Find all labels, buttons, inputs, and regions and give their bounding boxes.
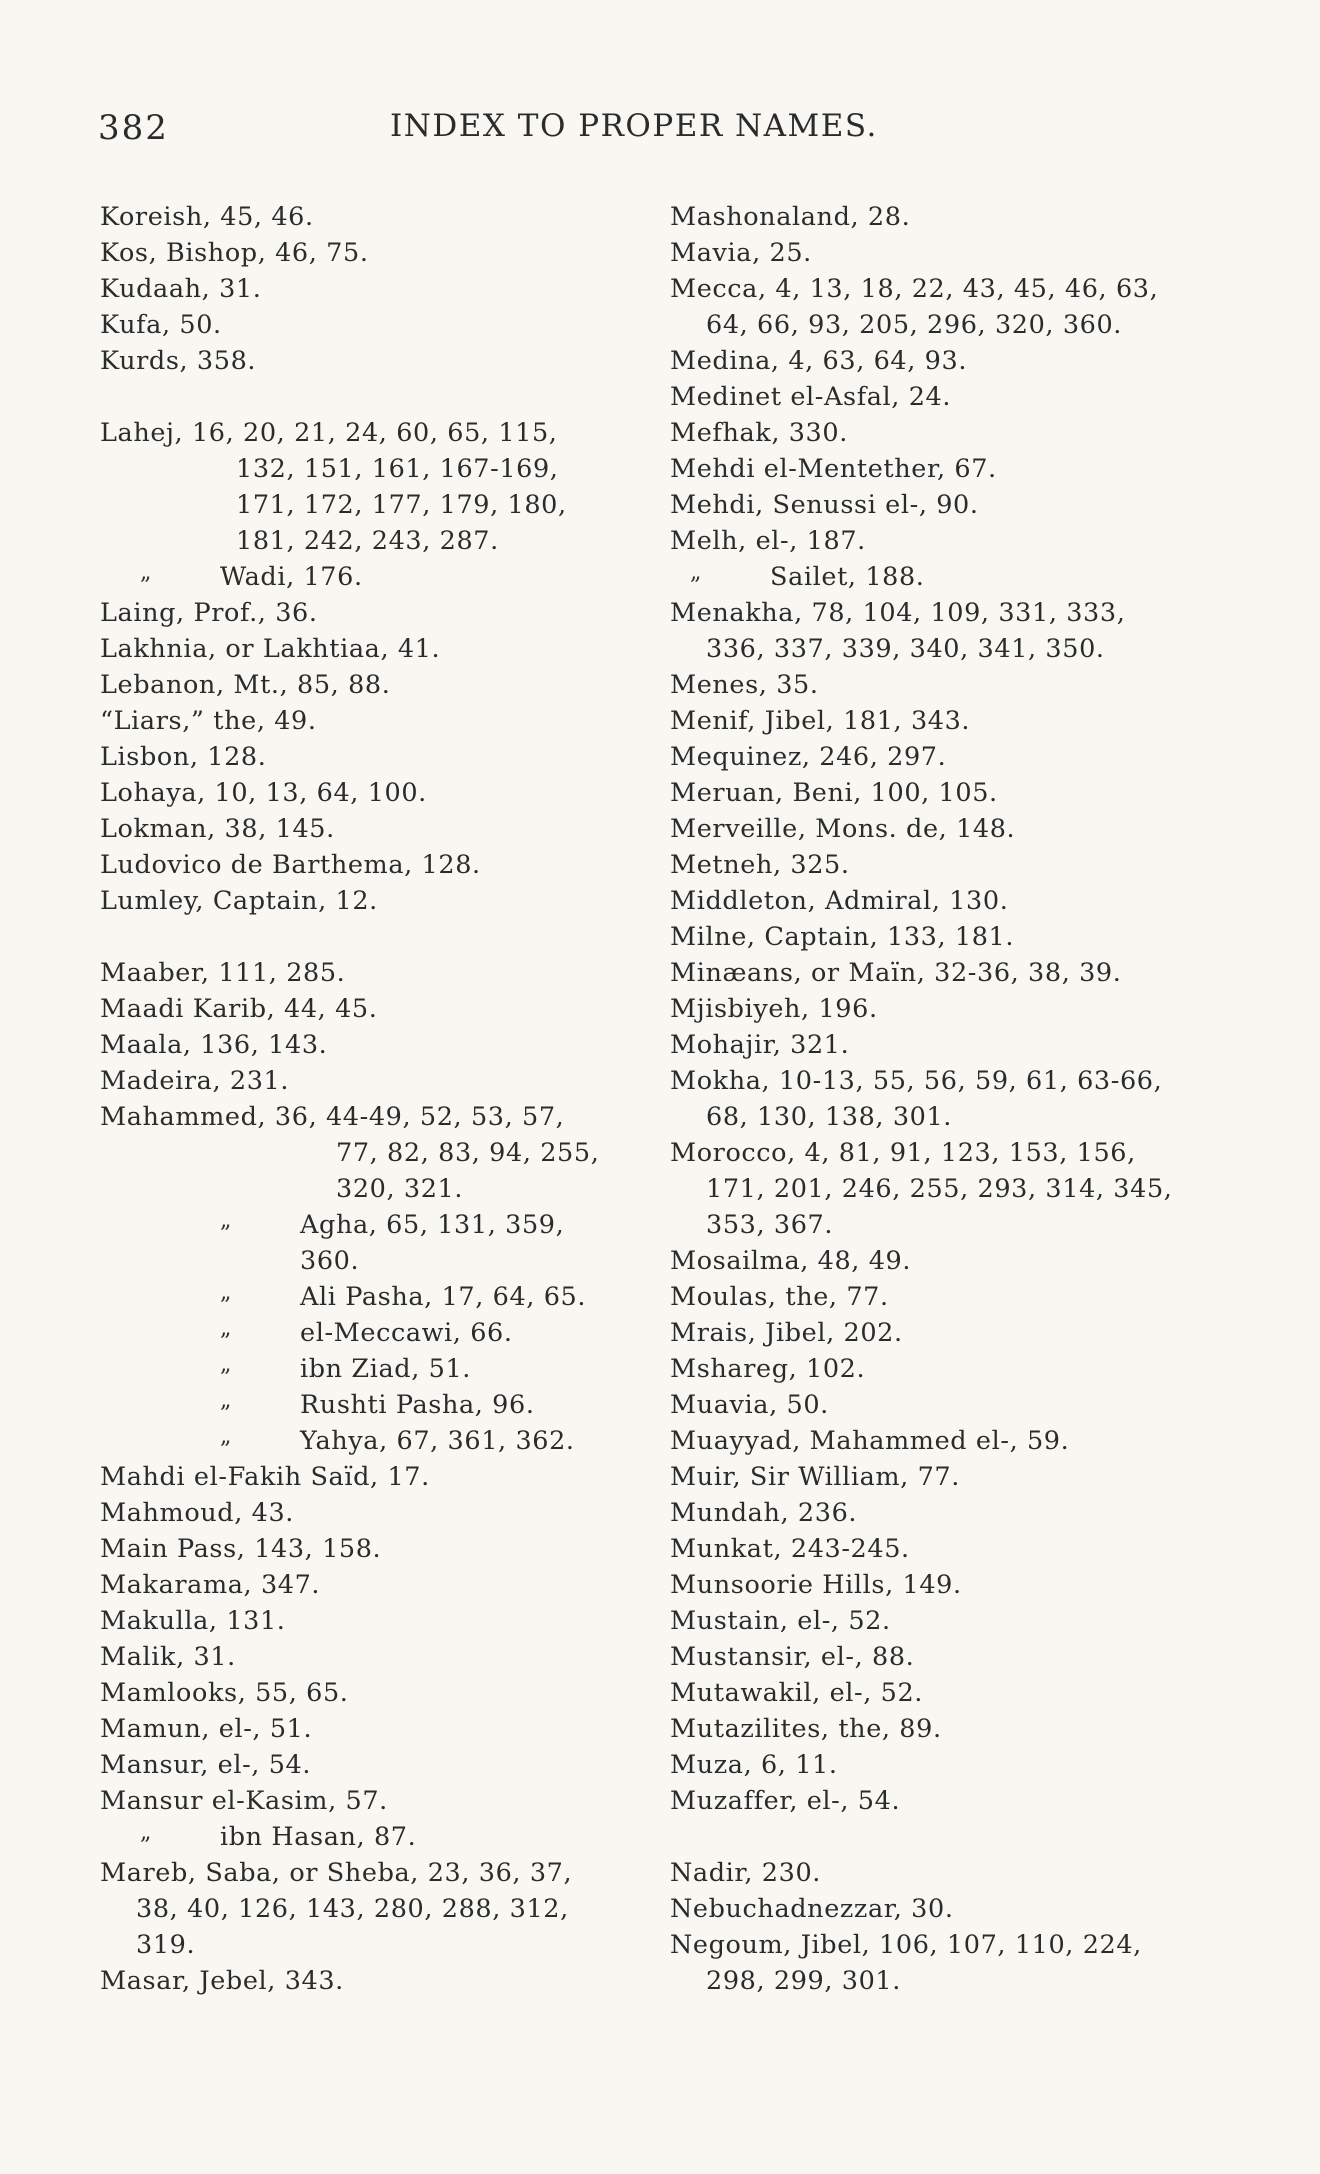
entry-text: ibn Ziad, 51. [300, 1354, 471, 1384]
entry-text: Moulas, the, 77. [670, 1282, 889, 1312]
entry-text: Mokha, 10-13, 55, 56, 59, 61, 63-66, [670, 1066, 1163, 1096]
entry-line [670, 1711, 1230, 1747]
entry-text: Mohajir, 321. [670, 1030, 850, 1060]
entry-text: 171, 201, 246, 255, 293, 314, 345, [706, 1174, 1173, 1204]
entry-line [100, 1567, 650, 1603]
entry-line [100, 415, 650, 451]
entry-line [100, 199, 650, 235]
entry-line [670, 1279, 1230, 1315]
page-header [98, 108, 1238, 158]
entry-line [100, 1963, 650, 1999]
section-gap [100, 379, 650, 415]
ditto-mark: „ [220, 1280, 232, 1305]
entry-text: Middleton, Admiral, 130. [670, 886, 1009, 916]
entry-line [670, 1423, 1230, 1459]
entry-line [670, 379, 1230, 415]
entry-text: Makarama, 347. [100, 1570, 321, 1600]
ditto-mark: „ [220, 1424, 232, 1449]
entry-line [670, 1063, 1230, 1099]
entry-line [670, 847, 1230, 883]
entry-continuation-line [100, 451, 650, 487]
entry-text: Nebuchadnezzar, 30. [670, 1894, 954, 1924]
index-entry [670, 1603, 1230, 1639]
index-entry [100, 307, 650, 343]
entry-continuation-line [670, 631, 1230, 667]
entry-line [100, 1099, 650, 1135]
index-entry [670, 739, 1230, 775]
ditto-mark: „ [220, 1316, 232, 1341]
entry-text: 64, 66, 93, 205, 296, 320, 360. [706, 310, 1123, 340]
entry-text: Mshareg, 102. [670, 1354, 866, 1384]
index-entry [670, 1711, 1230, 1747]
entry-text: Mareb, Saba, or Sheba, 23, 36, 37, [100, 1858, 573, 1888]
entry-text: Mehdi el-Mentether, 67. [670, 454, 997, 484]
entry-continuation-line [100, 1135, 650, 1171]
entry-text: “Liars,” the, 49. [100, 706, 317, 736]
index-entry [100, 1675, 650, 1711]
entry-text: Menif, Jibel, 181, 343. [670, 706, 971, 736]
index-entry [670, 1279, 1230, 1315]
entry-text: Kudaah, 31. [100, 274, 262, 304]
entry-line [670, 1855, 1230, 1891]
entry-continuation-line [670, 1171, 1230, 1207]
entry-text: Muayyad, Mahammed el-, 59. [670, 1426, 1070, 1456]
entry-text: Mustansir, el-, 88. [670, 1642, 915, 1672]
entry-line [670, 1639, 1230, 1675]
entry-continuation-line [670, 1207, 1230, 1243]
entry-text: Lebanon, Mt., 85, 88. [100, 670, 391, 700]
index-entry [100, 811, 650, 847]
index-entry [670, 919, 1230, 955]
entry-line [100, 667, 650, 703]
index-subentry [100, 559, 650, 595]
index-entry [100, 1639, 650, 1675]
entry-text: Mutazilites, the, 89. [670, 1714, 942, 1744]
ditto-mark: „ [220, 1352, 232, 1377]
entry-text: 353, 367. [706, 1210, 834, 1240]
entry-text: Mequinez, 246, 297. [670, 742, 947, 772]
entry-line [100, 1387, 650, 1423]
entry-text: Laing, Prof., 36. [100, 598, 318, 628]
entry-line [100, 1207, 650, 1243]
entry-text: Lahej, 16, 20, 21, 24, 60, 65, 115, [100, 418, 558, 448]
entry-text: Yahya, 67, 361, 362. [300, 1426, 575, 1456]
index-entry [670, 775, 1230, 811]
entry-line [670, 991, 1230, 1027]
entry-text: Menes, 35. [670, 670, 819, 700]
index-entry [670, 1855, 1230, 1891]
entry-line [100, 1819, 650, 1855]
entry-line [670, 739, 1230, 775]
index-column-left [100, 199, 650, 1999]
index-entry [670, 199, 1230, 235]
entry-line [670, 1027, 1230, 1063]
entry-line [670, 1135, 1230, 1171]
entry-line [670, 919, 1230, 955]
entry-text: ibn Hasan, 87. [220, 1822, 417, 1852]
entry-line [670, 1351, 1230, 1387]
entry-text: Mahmoud, 43. [100, 1498, 294, 1528]
entry-line [670, 1891, 1230, 1927]
index-entry [100, 847, 650, 883]
entry-text: Main Pass, 143, 158. [100, 1534, 382, 1564]
entry-line [670, 523, 1230, 559]
entry-line [670, 1459, 1230, 1495]
entry-line [670, 559, 1230, 595]
index-entry [100, 1099, 650, 1207]
entry-text: Mutawakil, el-, 52. [670, 1678, 924, 1708]
entry-text: Mashonaland, 28. [670, 202, 911, 232]
entry-line [100, 883, 650, 919]
entry-line [670, 199, 1230, 235]
entry-line [100, 1063, 650, 1099]
entry-text: Ali Pasha, 17, 64, 65. [300, 1282, 587, 1312]
section-gap [670, 1819, 1230, 1855]
index-entry [670, 1243, 1230, 1279]
entry-text: 360. [300, 1246, 360, 1276]
entry-text: Muzaffer, el-, 54. [670, 1786, 901, 1816]
entry-text: 38, 40, 126, 143, 280, 288, 312, [136, 1894, 569, 1924]
entry-line [670, 1927, 1230, 1963]
entry-continuation-line [670, 307, 1230, 343]
index-entry [670, 955, 1230, 991]
entry-line [670, 1315, 1230, 1351]
entry-text: Kufa, 50. [100, 310, 222, 340]
index-entry [100, 1783, 650, 1819]
entry-text: Mahammed, 36, 44-49, 52, 53, 57, [100, 1102, 565, 1132]
entry-text: 181, 242, 243, 287. [236, 526, 499, 556]
entry-line [670, 235, 1230, 271]
index-entry [100, 595, 650, 631]
index-subentry [100, 1423, 650, 1459]
index-entry [670, 667, 1230, 703]
entry-line [670, 955, 1230, 991]
entry-text: Mamlooks, 55, 65. [100, 1678, 349, 1708]
index-entry [670, 1639, 1230, 1675]
entry-line [100, 847, 650, 883]
entry-text: Medinet el-Asfal, 24. [670, 382, 952, 412]
index-entry [670, 1531, 1230, 1567]
index-entry [100, 1567, 650, 1603]
entry-line [670, 415, 1230, 451]
page-number: 382 [98, 108, 169, 148]
index-entry [670, 451, 1230, 487]
index-subentry [100, 1279, 650, 1315]
entry-text: Mjisbiyeh, 196. [670, 994, 878, 1024]
entry-text: Mustain, el-, 52. [670, 1606, 891, 1636]
entry-line [100, 739, 650, 775]
entry-text: Masar, Jebel, 343. [100, 1966, 344, 1996]
index-subentry [670, 559, 1230, 595]
ditto-mark: „ [140, 560, 152, 585]
entry-line [670, 1387, 1230, 1423]
entry-text: 336, 337, 339, 340, 341, 350. [706, 634, 1105, 664]
entry-continuation-line [100, 1891, 650, 1927]
entry-text: Lisbon, 128. [100, 742, 267, 772]
index-entry [100, 1063, 650, 1099]
entry-text: Mamun, el-, 51. [100, 1714, 313, 1744]
index-subentry [100, 1387, 650, 1423]
index-entry [100, 1027, 650, 1063]
entry-continuation-line [100, 1243, 650, 1279]
index-entry [670, 343, 1230, 379]
entry-line [100, 1423, 650, 1459]
entry-text: 68, 130, 138, 301. [706, 1102, 953, 1132]
entry-text: Metneh, 325. [670, 850, 850, 880]
entry-line [670, 451, 1230, 487]
entry-text: Mecca, 4, 13, 18, 22, 43, 45, 46, 63, [670, 274, 1159, 304]
entry-line [670, 595, 1230, 631]
entry-text: Munkat, 243-245. [670, 1534, 910, 1564]
entry-text: Mundah, 236. [670, 1498, 858, 1528]
index-entry [670, 811, 1230, 847]
entry-line [670, 1243, 1230, 1279]
entry-text: Mrais, Jibel, 202. [670, 1318, 903, 1348]
entry-text: Munsoorie Hills, 149. [670, 1570, 962, 1600]
entry-text: Agha, 65, 131, 359, [300, 1210, 565, 1240]
entry-text: Menakha, 78, 104, 109, 331, 333, [670, 598, 1126, 628]
index-entry [670, 487, 1230, 523]
section-gap [100, 919, 650, 955]
index-entry [100, 1459, 650, 1495]
entry-continuation-line [670, 1099, 1230, 1135]
index-entry [100, 1963, 650, 1999]
ditto-mark: „ [220, 1208, 232, 1233]
index-entry [670, 1495, 1230, 1531]
entry-line [100, 1783, 650, 1819]
index-entry [670, 1783, 1230, 1819]
entry-line [100, 1711, 650, 1747]
index-entry [670, 1351, 1230, 1387]
index-entry [670, 1387, 1230, 1423]
entry-line [100, 1675, 650, 1711]
entry-text: 298, 299, 301. [706, 1966, 901, 1996]
entry-text: Ludovico de Barthema, 128. [100, 850, 481, 880]
index-entry [100, 271, 650, 307]
entry-text: Negoum, Jibel, 106, 107, 110, 224, [670, 1930, 1142, 1960]
entry-line [100, 991, 650, 1027]
index-entry [670, 1891, 1230, 1927]
entry-text: Milne, Captain, 133, 181. [670, 922, 1015, 952]
entry-line [100, 1495, 650, 1531]
index-entry [670, 883, 1230, 919]
entry-line [100, 775, 650, 811]
entry-text: Medina, 4, 63, 64, 93. [670, 346, 968, 376]
index-entry [670, 1747, 1230, 1783]
entry-line [100, 703, 650, 739]
entry-line [670, 883, 1230, 919]
index-entry [670, 847, 1230, 883]
entry-text: Lohaya, 10, 13, 64, 100. [100, 778, 427, 808]
entry-line [100, 1315, 650, 1351]
index-entry [100, 1495, 650, 1531]
entry-line [670, 1783, 1230, 1819]
entry-line [670, 1567, 1230, 1603]
index-entry [670, 1423, 1230, 1459]
entry-text: 171, 172, 177, 179, 180, [236, 490, 567, 520]
entry-text: Madeira, 231. [100, 1066, 290, 1096]
entry-text: Morocco, 4, 81, 91, 123, 153, 156, [670, 1138, 1136, 1168]
index-entry [100, 775, 650, 811]
entry-text: Maaber, 111, 285. [100, 958, 346, 988]
entry-text: 320, 321. [336, 1174, 464, 1204]
entry-line [670, 667, 1230, 703]
entry-line [100, 1747, 650, 1783]
entry-line [100, 631, 650, 667]
entry-text: 319. [136, 1930, 196, 1960]
entry-text: Kos, Bishop, 46, 75. [100, 238, 369, 268]
index-entry [100, 1531, 650, 1567]
entry-line [100, 1279, 650, 1315]
index-subentry [100, 1819, 650, 1855]
index-subentry [100, 1351, 650, 1387]
index-entry [670, 271, 1230, 343]
entry-line [100, 595, 650, 631]
index-entry [670, 379, 1230, 415]
entry-line [100, 1603, 650, 1639]
index-entry [670, 1315, 1230, 1351]
index-entry [100, 883, 650, 919]
entry-line [100, 1027, 650, 1063]
entry-text: Mansur, el-, 54. [100, 1750, 312, 1780]
entry-continuation-line [100, 1171, 650, 1207]
entry-text: Meruan, Beni, 100, 105. [670, 778, 998, 808]
entry-text: Nadir, 230. [670, 1858, 821, 1888]
entry-text: Muir, Sir William, 77. [670, 1462, 960, 1492]
index-entry [100, 1711, 650, 1747]
entry-text: Mefhak, 330. [670, 418, 848, 448]
index-entry [670, 1063, 1230, 1135]
index-entry [670, 991, 1230, 1027]
index-entry [100, 631, 650, 667]
entry-line [670, 703, 1230, 739]
index-entry [100, 199, 650, 235]
entry-line [100, 955, 650, 991]
entry-text: Rushti Pasha, 96. [300, 1390, 535, 1420]
index-subentry [100, 1207, 650, 1279]
entry-continuation-line [100, 523, 650, 559]
entry-text: Mehdi, Senussi el-, 90. [670, 490, 979, 520]
index-entry [670, 1135, 1230, 1243]
running-head: INDEX TO PROPER NAMES. [390, 108, 878, 144]
entry-text: Minæans, or Maïn, 32-36, 38, 39. [670, 958, 1122, 988]
entry-text: el-Meccawi, 66. [300, 1318, 513, 1348]
entry-line [670, 1603, 1230, 1639]
index-entry [100, 703, 650, 739]
entry-line [670, 775, 1230, 811]
entry-text: Maadi Karib, 44, 45. [100, 994, 378, 1024]
index-entry [670, 1459, 1230, 1495]
entry-continuation-line [100, 1927, 650, 1963]
entry-text: Muza, 6, 11. [670, 1750, 838, 1780]
entry-text: Makulla, 131. [100, 1606, 286, 1636]
entry-line [100, 235, 650, 271]
entry-text: Koreish, 45, 46. [100, 202, 314, 232]
index-entry [100, 991, 650, 1027]
entry-text: Mahdi el-Fakih Saïd, 17. [100, 1462, 430, 1492]
entry-line [100, 811, 650, 847]
entry-text: Lokman, 38, 145. [100, 814, 335, 844]
entry-text: Maala, 136, 143. [100, 1030, 328, 1060]
index-entry [670, 1027, 1230, 1063]
index-entry [670, 523, 1230, 559]
entry-line [670, 1495, 1230, 1531]
entry-text: Malik, 31. [100, 1642, 236, 1672]
index-entry [670, 415, 1230, 451]
ditto-mark: „ [690, 560, 702, 585]
index-entry [100, 343, 650, 379]
entry-line [100, 559, 650, 595]
entry-line [670, 1675, 1230, 1711]
index-entry [670, 1675, 1230, 1711]
index-entry [670, 1927, 1230, 1999]
entry-line [670, 1747, 1230, 1783]
entry-line [100, 1639, 650, 1675]
index-entry [670, 703, 1230, 739]
index-entry [100, 1747, 650, 1783]
entry-text: Sailet, 188. [770, 562, 925, 592]
entry-line [100, 1855, 650, 1891]
index-subentry [100, 1315, 650, 1351]
index-entry [670, 595, 1230, 667]
index-entry [670, 235, 1230, 271]
entry-text: Lumley, Captain, 12. [100, 886, 378, 916]
index-entry [100, 415, 650, 559]
entry-line [670, 487, 1230, 523]
entry-text: 132, 151, 161, 167-169, [236, 454, 559, 484]
index-entry [100, 667, 650, 703]
entry-continuation-line [670, 1963, 1230, 1999]
entry-line [670, 811, 1230, 847]
index-entry [100, 1603, 650, 1639]
entry-text: Lakhnia, or Lakhtiaa, 41. [100, 634, 441, 664]
entry-line [100, 343, 650, 379]
ditto-mark: „ [140, 1820, 152, 1845]
entry-text: Kurds, 358. [100, 346, 257, 376]
entry-text: Merveille, Mons. de, 148. [670, 814, 1016, 844]
index-column-right [670, 199, 1230, 1999]
ditto-mark: „ [220, 1388, 232, 1413]
entry-line [100, 1531, 650, 1567]
entry-text: Melh, el-, 187. [670, 526, 866, 556]
entry-line [670, 343, 1230, 379]
entry-text: 77, 82, 83, 94, 255, [336, 1138, 600, 1168]
index-entry [670, 1567, 1230, 1603]
entry-line [100, 1351, 650, 1387]
index-entry [100, 739, 650, 775]
entry-text: Mosailma, 48, 49. [670, 1246, 912, 1276]
entry-continuation-line [100, 487, 650, 523]
entry-text: Mansur el-Kasim, 57. [100, 1786, 388, 1816]
entry-line [670, 271, 1230, 307]
entry-text: Mavia, 25. [670, 238, 812, 268]
index-entry [100, 955, 650, 991]
index-entry [100, 1855, 650, 1963]
index-entry [100, 235, 650, 271]
entry-line [100, 307, 650, 343]
entry-text: Wadi, 176. [220, 562, 363, 592]
entry-line [670, 1531, 1230, 1567]
entry-line [100, 271, 650, 307]
entry-text: Muavia, 50. [670, 1390, 829, 1420]
entry-line [100, 1459, 650, 1495]
